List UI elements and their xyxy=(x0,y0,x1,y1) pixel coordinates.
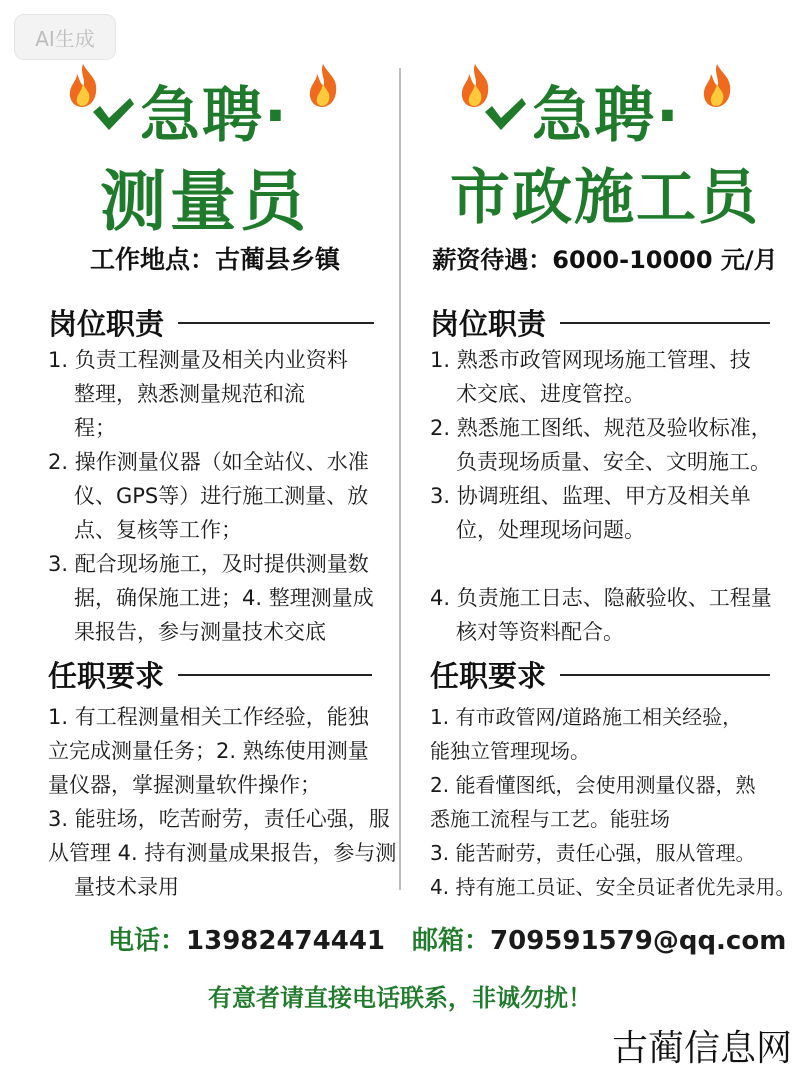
right-requirements-list xyxy=(430,700,795,904)
list-line: 3. 配合现场施工，及时提供测量数 xyxy=(48,552,369,576)
list-line: 2. 熟悉施工图纸、规范及验收标准， xyxy=(430,416,772,440)
list-line: 量技术录用 xyxy=(74,875,179,899)
right-duties-heading xyxy=(430,302,770,343)
list-line: 1. 有工程测量相关工作经验，能独 xyxy=(48,705,369,729)
list-line: 1. 有市政管网/道路施工相关经验， xyxy=(430,705,743,729)
right-job-title: 市政施工员 xyxy=(450,163,760,233)
right-title-row xyxy=(410,62,800,151)
list-line: 1. 负责工程测量及相关内业资料 xyxy=(48,348,348,372)
left-requirements-heading xyxy=(48,654,372,695)
list-line: 立完成测量任务；2. 熟练使用测量 xyxy=(48,739,369,763)
email-contact xyxy=(412,920,786,957)
flame-icon xyxy=(700,62,734,108)
flame-icon xyxy=(306,62,340,108)
heading-rule xyxy=(178,674,372,676)
requirements-heading-text: 任职要求 xyxy=(48,659,165,693)
list-line: 从管理 4. 持有测量成果报告，参与测 xyxy=(48,841,397,865)
list-line: 仪、GPS等）进行施工测量、放 xyxy=(74,484,369,508)
checkmark-icon xyxy=(90,94,136,134)
list-line: 据，确保施工进；4. 整理测量成 xyxy=(74,586,374,610)
heading-rule xyxy=(560,674,770,676)
heading-rule xyxy=(178,322,374,324)
list-line: 3. 能驻场，吃苦耐劳，责任心强，服 xyxy=(48,807,390,831)
list-line xyxy=(430,547,772,581)
list-line: 核对等资料配合。 xyxy=(456,620,624,644)
left-location: 工作地点：古蔺县乡镇 xyxy=(89,245,340,274)
email-label: 邮箱： xyxy=(412,926,491,956)
list-line: 3. 协调班组、监理、甲方及相关单 xyxy=(430,484,751,508)
list-line: 2. 能看懂图纸，会使用测量仪器，熟 xyxy=(430,773,756,797)
right-requirements-heading xyxy=(430,654,770,695)
left-job-title: 测量员 xyxy=(100,163,310,240)
list-line: 术交底、进度管控。 xyxy=(456,382,645,406)
duties-heading-text: 岗位职责 xyxy=(430,307,547,341)
phone-label: 电话： xyxy=(108,926,187,956)
duties-heading-text: 岗位职责 xyxy=(48,307,165,341)
right-urgent-label: 急聘· xyxy=(532,81,681,151)
list-line: 4. 负责施工日志、隐蔽验收、工程量 xyxy=(430,586,772,610)
list-line: 4. 持有施工员证、安全员证者优先录用。 xyxy=(430,875,796,899)
left-title-row xyxy=(0,62,390,151)
requirements-heading-text: 任职要求 xyxy=(430,659,547,693)
heading-rule xyxy=(560,322,770,324)
site-watermark: 古蔺信息网 xyxy=(611,1028,792,1069)
phone-number[interactable]: 13982474441 xyxy=(186,926,386,956)
right-duties-list xyxy=(430,343,772,649)
list-line: 能独立管理现场。 xyxy=(430,739,590,763)
list-line: 程； xyxy=(74,416,116,440)
phone-contact xyxy=(108,920,385,957)
list-line: 位，处理现场问题。 xyxy=(456,518,645,542)
email-address[interactable]: 709591579@qq.com xyxy=(490,926,787,956)
checkmark-icon xyxy=(482,94,528,134)
list-line: 2. 操作测量仪器（如全站仪、水准 xyxy=(48,450,369,474)
left-duties-heading xyxy=(48,302,374,343)
list-line: 量仪器，掌握测量软件操作； xyxy=(48,773,321,797)
list-line: 1. 熟悉市政管网现场施工管理、技 xyxy=(430,348,751,372)
left-urgent-label: 急聘· xyxy=(140,81,289,151)
list-line: 负责现场质量、安全、文明施工。 xyxy=(456,450,771,474)
list-line: 悉施工流程与工艺。能驻场 xyxy=(430,807,670,831)
ai-generated-badge: AI生成 xyxy=(14,14,116,60)
list-line: 果报告，参与测量技术交底 xyxy=(74,620,326,644)
left-duties-list xyxy=(48,343,374,649)
right-salary: 薪资待遇：6000-10000 元/月 xyxy=(432,246,778,274)
left-requirements-list xyxy=(48,700,396,904)
list-line: 点、复核等工作； xyxy=(74,518,242,542)
contact-note: 有意者请直接电话联系，非诚勿扰！ xyxy=(208,984,592,1012)
list-line: 3. 能苦耐劳，责任心强，服从管理。 xyxy=(430,841,756,865)
list-line: 整理，熟悉测量规范和流 xyxy=(74,382,305,406)
